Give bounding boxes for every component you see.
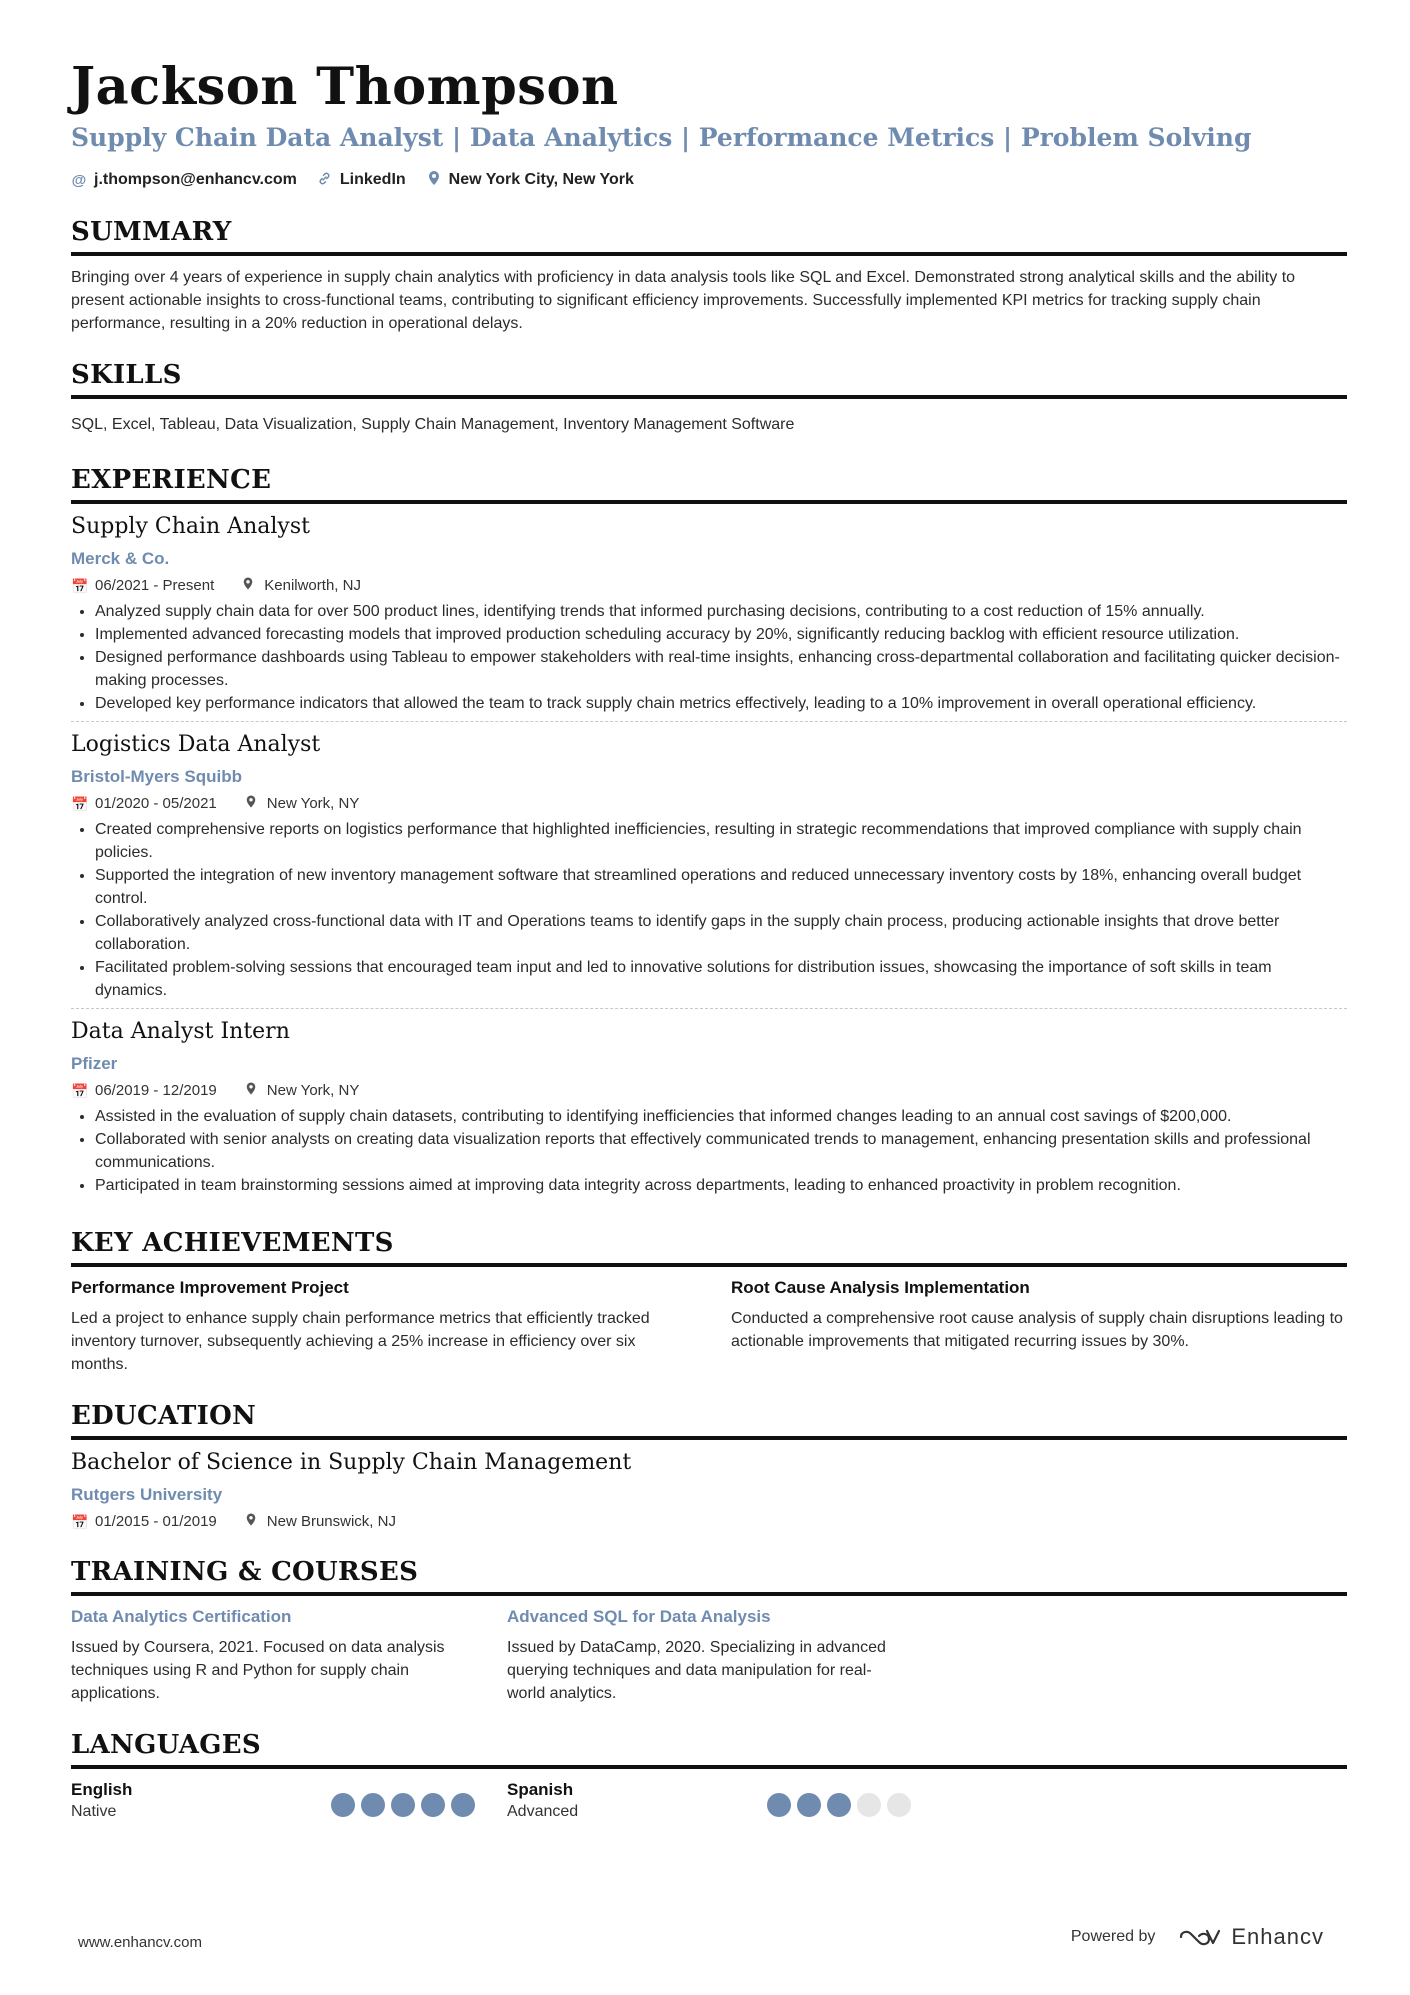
job-bullets — [71, 1105, 1347, 1197]
job-title: Data Analyst Intern — [71, 1019, 290, 1044]
bullet-item: • Designed performance dashboards using Tableau to empower stakeholders with real-time insights, enhancing cross-departmental collaboration and facilitating quicker decision-making processes. — [95, 646, 1347, 692]
bullet-item: • Participated in team brainstorming sessions aimed at improving data integrity across departments, leading to enhanced proactivity in problem recognition. — [95, 1174, 1347, 1197]
training-grid — [71, 1606, 1347, 1705]
rating-dot-empty — [857, 1793, 881, 1817]
experience-section — [71, 464, 1347, 1203]
job-meta — [71, 1081, 1347, 1101]
achievement-title: Performance Improvement Project — [71, 1278, 349, 1297]
course-title: Data Analytics Certification — [71, 1607, 292, 1626]
skills-text: SQL, Excel, Tableau, Data Visualization, Supply Chain Management, Inventory Management Software — [71, 416, 795, 433]
contact-location — [426, 170, 634, 190]
language-rating — [331, 1793, 475, 1823]
education-degree: Bachelor of Science in Supply Chain Management — [71, 1450, 632, 1475]
job-company: Bristol-Myers Squibb — [71, 767, 242, 786]
job-bullets — [71, 600, 1347, 715]
education-meta — [71, 1512, 1347, 1532]
rating-dot-filled — [391, 1793, 415, 1817]
bullet-item: • Developed key performance indicators that allowed the team to track supply chain metrics effectively, leading to a 10% improvement in overall operational efficiency. — [95, 692, 1347, 715]
language-name: Spanish — [507, 1780, 574, 1799]
bullet-item: • Collaboratively analyzed cross-functional data with IT and Operations teams to identify gaps in the supply chain process, producing actionable insights that drove better collaboration. — [95, 910, 1347, 956]
summary-section — [71, 216, 1347, 335]
job-entry — [71, 1017, 1347, 1203]
job-dates: 01/2020 - 05/2021 — [95, 795, 217, 812]
contact-row — [71, 170, 1347, 190]
achievement-item — [731, 1277, 1347, 1376]
course-text: Issued by DataCamp, 2020. Specializing in advanced querying techniques and data manipulation for real-world analytics. — [507, 1639, 886, 1702]
education-dates: 01/2015 - 01/2019 — [95, 1513, 217, 1530]
bullet-item: • Analyzed supply chain data for over 500 product lines, identifying trends that informed purchasing decisions, contributing to a cost reduction of 15% annually. — [95, 600, 1347, 623]
job-title: Logistics Data Analyst — [71, 732, 321, 757]
contact-linkedin[interactable] — [317, 171, 406, 190]
job-bullets — [71, 818, 1347, 1002]
bullet-item: • Implemented advanced forecasting models that improved production scheduling accuracy by 20%, significantly reducing backlog with efficient resource utilization. — [95, 623, 1347, 646]
education-heading: EDUCATION — [71, 1400, 1347, 1440]
language-item — [71, 1779, 507, 1823]
languages-section — [71, 1729, 1347, 1823]
languages-heading: LANGUAGES — [71, 1729, 1347, 1769]
rating-dot-filled — [451, 1793, 475, 1817]
calendar-icon: 📅 — [71, 578, 89, 594]
at-icon: @ — [71, 171, 87, 189]
rating-dot-filled — [361, 1793, 385, 1817]
headline: Supply Chain Data Analyst | Data Analytics | Performance Metrics | Problem Solving — [71, 123, 1252, 152]
contact-email[interactable] — [71, 171, 297, 189]
course-item — [507, 1606, 897, 1705]
achievement-text: Led a project to enhance supply chain performance metrics that efficiently tracked inventory turnover, subsequently achieving a 25% increase in efficiency over six months. — [71, 1310, 650, 1373]
course-text: Issued by Coursera, 2021. Focused on data analysis techniques using R and Python for supply chain applications. — [71, 1639, 445, 1702]
achievements-grid — [71, 1277, 1347, 1376]
achievement-item — [71, 1277, 687, 1376]
calendar-icon: 📅 — [71, 1514, 89, 1530]
job-dates: 06/2021 - Present — [95, 577, 215, 594]
bullet-item: • Collaborated with senior analysts on creating data visualization reports that effectively communicated trends to management, enhancing presentation skills and professional communications. — [95, 1128, 1347, 1174]
summary-text: Bringing over 4 years of experience in supply chain analytics with proficiency in data analysis tools like SQL and Excel. Demonstrated strong analytical skills and the ability to present actionable insights to cross-functional teams, contributing to significant efficiency improvements. Successfully implemented KPI metrics for tracking supply chain performance, resulting in a 20% reduction in operational delays. — [71, 269, 1296, 332]
language-name: English — [71, 1780, 133, 1799]
bullet-item: • Supported the integration of new inventory management software that streamlined operations and reduced unnecessary inventory costs by 18%, enhancing overall budget control. — [95, 864, 1347, 910]
training-section — [71, 1556, 1347, 1705]
link-icon — [317, 171, 333, 190]
brand-logo[interactable] — [1177, 1924, 1324, 1950]
skills-section — [71, 359, 1347, 436]
location-pin-icon — [243, 1081, 259, 1101]
job-location: New York, NY — [266, 795, 360, 812]
experience-heading: EXPERIENCE — [71, 464, 1347, 504]
calendar-icon: 📅 — [71, 1083, 89, 1099]
brand-name: Enhancv — [1231, 1924, 1324, 1949]
training-heading: TRAINING & COURSES — [71, 1556, 1347, 1596]
job-location: Kenilworth, NJ — [264, 577, 361, 594]
education-section — [71, 1400, 1347, 1532]
course-title: Advanced SQL for Data Analysis — [507, 1607, 771, 1626]
rating-dot-filled — [331, 1793, 355, 1817]
contact-location-text: New York City, New York — [448, 171, 634, 188]
job-location: New York, NY — [266, 1082, 360, 1099]
job-entry — [71, 512, 1347, 722]
enhancv-logo-icon — [1177, 1925, 1223, 1949]
achievement-title: Root Cause Analysis Implementation — [731, 1278, 1030, 1297]
calendar-icon: 📅 — [71, 796, 89, 812]
rating-dot-filled — [797, 1793, 821, 1817]
job-dates: 06/2019 - 12/2019 — [95, 1082, 217, 1099]
education-school: Rutgers University — [71, 1485, 223, 1504]
powered-by-label: Powered by — [1070, 1928, 1156, 1945]
language-rating — [767, 1793, 911, 1823]
education-location: New Brunswick, NJ — [266, 1513, 396, 1530]
job-meta — [71, 794, 1347, 814]
resume-page — [71, 0, 1347, 1823]
rating-dot-filled — [827, 1793, 851, 1817]
location-pin-icon — [243, 794, 259, 814]
footer-website[interactable]: www.enhancv.com — [78, 1934, 202, 1951]
language-item — [507, 1779, 943, 1823]
job-meta — [71, 576, 1347, 596]
job-entry — [71, 730, 1347, 1009]
language-level: Advanced — [507, 1803, 579, 1820]
bullet-item: • Facilitated problem-solving sessions that encouraged team input and led to innovative solutions for distribution issues, showcasing the importance of soft skills in team dynamics. — [95, 956, 1347, 1002]
achievements-section — [71, 1227, 1347, 1376]
job-title: Supply Chain Analyst — [71, 514, 310, 539]
location-pin-icon — [240, 576, 256, 596]
bullet-item: • Created comprehensive reports on logistics performance that highlighted inefficiencies, resulting in strategic recommendations that improved compliance with supply chain policies. — [95, 818, 1347, 864]
rating-dot-filled — [421, 1793, 445, 1817]
skills-heading: SKILLS — [71, 359, 1347, 399]
achievements-heading: KEY ACHIEVEMENTS — [71, 1227, 1347, 1267]
achievement-text: Conducted a comprehensive root cause analysis of supply chain disruptions leading to actionable improvements that mitigated recurring issues by 30%. — [731, 1310, 1343, 1350]
location-pin-icon — [243, 1512, 259, 1532]
contact-linkedin-text: LinkedIn — [339, 171, 406, 188]
course-item — [71, 1606, 461, 1705]
candidate-name: Jackson Thompson — [71, 57, 619, 117]
rating-dot-filled — [767, 1793, 791, 1817]
job-company: Merck & Co. — [71, 549, 170, 568]
rating-dot-empty — [887, 1793, 911, 1817]
footer-branding — [1071, 1924, 1324, 1950]
contact-email-text: j.thompson@enhancv.com — [94, 171, 297, 188]
bullet-item: • Assisted in the evaluation of supply chain datasets, contributing to identifying inefficiencies that informed changes leading to an annual cost savings of $200,000. — [95, 1105, 1347, 1128]
language-level: Native — [71, 1803, 117, 1820]
summary-heading: SUMMARY — [71, 216, 1347, 256]
languages-grid — [71, 1779, 1347, 1823]
job-company: Pfizer — [71, 1054, 118, 1073]
location-pin-icon — [426, 170, 442, 190]
